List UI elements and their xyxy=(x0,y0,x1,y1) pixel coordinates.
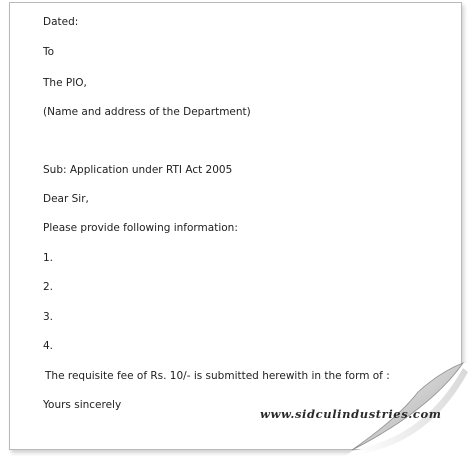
watermark-text: www.sidculindustries.com xyxy=(260,407,442,421)
request-line: Please provide following information: xyxy=(43,222,238,234)
salutation-line: Dear Sir, xyxy=(43,193,89,205)
recipient-line: The PIO, xyxy=(43,77,87,89)
fee-line: The requisite fee of Rs. 10/- is submitted herewith in the form of : xyxy=(45,370,390,382)
closing-line: Yours sincerely xyxy=(43,399,122,411)
list-item: 1. xyxy=(43,252,54,264)
dated-line: Dated: xyxy=(43,16,79,28)
list-item: 3. xyxy=(43,311,54,323)
department-line: (Name and address of the Department) xyxy=(43,106,251,118)
to-line: To xyxy=(43,46,55,58)
list-item: 4. xyxy=(43,340,54,352)
subject-line: Sub: Application under RTI Act 2005 xyxy=(43,164,233,176)
list-item: 2. xyxy=(43,281,54,293)
